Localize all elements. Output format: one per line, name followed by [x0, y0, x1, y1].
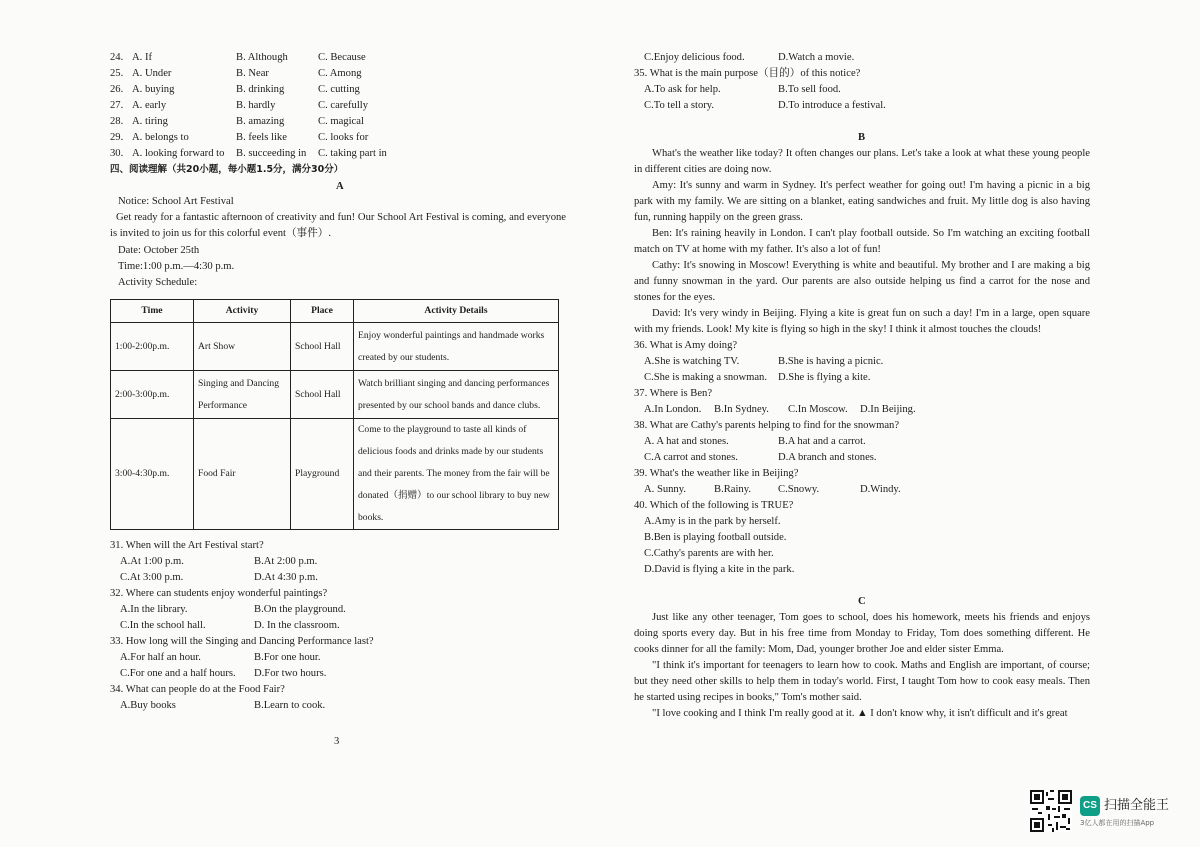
- option: D.David is flying a kite in the park.: [644, 564, 795, 575]
- option-a: A. buying: [132, 84, 175, 95]
- table-row: [111, 323, 559, 371]
- notice-body: Get ready for a fantastic afternoon of creativity and fun! Our School Art Festival is coming, and everyone is invited to join us for this colorful event（事件）.: [110, 212, 566, 239]
- option-number: 28.: [110, 116, 124, 127]
- passage-paragraph: "I love cooking and I think I'm really good at it. ▲ I don't know why, it isn't difficult and it's great: [652, 708, 1068, 719]
- passage-paragraph: "I think it's important for teenagers to learn how to cook. Maths and English are important, of course; but they need other skills to help them in today's world. First, I taught Tom how to cook easy meals. Then he started using recipes in books," Tom's mother said.: [634, 660, 1090, 703]
- passage-paragraph: Amy: It's sunny and warm in Sydney. It's perfect weather for going out! I'm having a picnic in a big park with my family. We are sitting on a blanket, eating sandwiches and fruit. My little dog is also having fun, running happily on the green grass.: [634, 180, 1090, 223]
- question-stem: 32. Where can students enjoy wonderful paintings?: [110, 588, 328, 599]
- option: B.Learn to cook.: [254, 700, 326, 711]
- cell-place: School Hall: [291, 371, 354, 419]
- passage-a-label: A: [336, 181, 344, 192]
- option: D.To introduce a festival.: [778, 100, 886, 111]
- question-stem: 37. Where is Ben?: [634, 388, 713, 399]
- header-place: Place: [291, 300, 354, 323]
- cell-activity: Food Fair: [194, 419, 291, 530]
- passage-paragraph: Ben: It's raining heavily in London. I can't play football outside. So I'm watching an exciting football match on TV at home with my father. It's also a lot of fun!: [634, 228, 1090, 255]
- header-details: Activity Details: [354, 300, 559, 323]
- right-page: [600, 0, 1200, 847]
- option: D.She is flying a kite.: [778, 372, 871, 383]
- cell-place: Playground: [291, 419, 354, 530]
- option-a: A. early: [132, 100, 167, 111]
- option-c: C. looks for: [318, 132, 369, 143]
- page-number: 3: [334, 736, 340, 747]
- option: B.Rainy.: [714, 484, 751, 495]
- activity-schedule-table: [110, 299, 559, 530]
- question-stem: 40. Which of the following is TRUE?: [634, 500, 794, 511]
- option: B.Ben is playing football outside.: [644, 532, 787, 543]
- option: D.For two hours.: [254, 668, 327, 679]
- option: B.She is having a picnic.: [778, 356, 884, 367]
- passage-paragraph: David: It's very windy in Beijing. Flying a kite is great fun on such a day! I'm in a large, open square with my friends. Look! My kite is flying so high in the sky! I think it almost touches the clouds!: [634, 308, 1090, 335]
- passage-b-label: B: [858, 132, 866, 143]
- cell-activity: Art Show: [194, 323, 291, 371]
- scanner-app-name: 扫描全能王: [1104, 798, 1170, 813]
- option: B.To sell food.: [778, 84, 841, 95]
- option: A.To ask for help.: [644, 84, 721, 95]
- option-c: C. magical: [318, 116, 364, 127]
- scanner-tagline: 3亿人都在用的扫描App: [1080, 819, 1155, 827]
- option-c: C. Among: [318, 68, 362, 79]
- option: D.Windy.: [860, 484, 901, 495]
- time-line: Time:1:00 p.m.—4:30 p.m.: [118, 261, 235, 272]
- option: A.Amy is in the park by herself.: [644, 516, 781, 527]
- option-c: C. Because: [318, 52, 366, 63]
- option: C.At 3:00 p.m.: [120, 572, 184, 583]
- option: B.At 2:00 p.m.: [254, 556, 318, 567]
- cell-time: 3:00-4:30p.m.: [111, 419, 194, 530]
- option: D.At 4:30 p.m.: [254, 572, 318, 583]
- cell-details: Watch brilliant singing and dancing performances presented by our school bands and dance clubs.: [354, 371, 559, 419]
- option: A.For half an hour.: [120, 652, 201, 663]
- option-b: B. drinking: [236, 84, 285, 95]
- option: C.In Moscow.: [788, 404, 848, 415]
- question-stem: 39. What's the weather like in Beijing?: [634, 468, 799, 479]
- option-a: A. looking forward to: [132, 148, 225, 159]
- cell-details: Enjoy wonderful paintings and handmade works created by our students.: [354, 323, 559, 371]
- option-number: 27.: [110, 100, 124, 111]
- option-b: B. succeeding in: [236, 148, 307, 159]
- qr-code-icon: [1030, 790, 1072, 832]
- option: C.A carrot and stones.: [644, 452, 738, 463]
- option-b: B. Although: [236, 52, 288, 63]
- option: C.Snowy.: [778, 484, 820, 495]
- passage-paragraph: What's the weather like today? It often changes our plans. Let's take a look at what these young people in different cities are doing now.: [634, 148, 1090, 175]
- option-a: A. Under: [132, 68, 172, 79]
- option: C.To tell a story.: [644, 100, 715, 111]
- option-c: C. taking part in: [318, 148, 387, 159]
- option: A.She is watching TV.: [644, 356, 740, 367]
- option-c: C. carefully: [318, 100, 369, 111]
- cell-details: Come to the playground to taste all kinds of delicious foods and drinks made by our students and their parents. The money from the fair will be donated（捐赠）to our school library to buy new books.: [354, 419, 559, 530]
- passage-paragraph: Just like any other teenager, Tom goes to school, does his homework, meets his friends and enjoys doing sports every day. But in his free time from Monday to Friday, Tom does something different. He cooks dinner for all the family: Mom, Dad, younger brother Joe and elder sister Emma.: [634, 612, 1090, 655]
- option: D.A branch and stones.: [778, 452, 877, 463]
- option-number: 25.: [110, 68, 124, 79]
- option: A. A hat and stones.: [644, 436, 729, 447]
- header-activity: Activity: [194, 300, 291, 323]
- question-stem: 35. What is the main purpose（目的）of this notice?: [634, 68, 861, 79]
- table-header-row: [111, 300, 559, 323]
- option: D. In the classroom.: [254, 620, 340, 631]
- option: B.On the playground.: [254, 604, 346, 615]
- passage-paragraph: Cathy: It's snowing in Moscow! Everything is white and beautiful. My brother and I are making a big and funny snowman in the yard. Our parents are also outside helping us find a carrot for the nose and stones for the eyes.: [634, 260, 1090, 303]
- option-number: 26.: [110, 84, 124, 95]
- question-stem: 34. What can people do at the Food Fair?: [110, 684, 285, 695]
- option-a: A. belongs to: [132, 132, 189, 143]
- option-a: A. If: [132, 52, 153, 63]
- table-row: [111, 419, 559, 530]
- passage-c-label: C: [858, 596, 866, 607]
- option: A.At 1:00 p.m.: [120, 556, 184, 567]
- section-heading: 四、阅读理解（共20小题，每小题1.5分，满分30分）: [110, 164, 344, 175]
- option: A.In the library.: [120, 604, 188, 615]
- option: C.Enjoy delicious food.: [644, 52, 745, 63]
- option: A. Sunny.: [644, 484, 686, 495]
- option: A.Buy books: [120, 700, 176, 711]
- option: C.In the school hall.: [120, 620, 206, 631]
- option-c: C. cutting: [318, 84, 360, 95]
- scanner-watermark: [1030, 790, 1190, 834]
- question-stem: 36. What is Amy doing?: [634, 340, 738, 351]
- option: C.For one and a half hours.: [120, 668, 236, 679]
- option: C.Cathy's parents are with her.: [644, 548, 774, 559]
- option: B.In Sydney.: [714, 404, 769, 415]
- option-number: 29.: [110, 132, 124, 143]
- option-number: 30.: [110, 148, 124, 159]
- cell-place: School Hall: [291, 323, 354, 371]
- option-a: A. tiring: [132, 116, 168, 127]
- option-b: B. amazing: [236, 116, 285, 127]
- header-time: Time: [111, 300, 194, 323]
- question-stem: 33. How long will the Singing and Dancing Performance last?: [110, 636, 374, 647]
- option-b: B. feels like: [236, 132, 287, 143]
- question-stem: 38. What are Cathy's parents helping to find for the snowman?: [634, 420, 900, 431]
- notice-title: Notice: School Art Festival: [118, 196, 234, 207]
- table-row: [111, 371, 559, 419]
- option-b: B. hardly: [236, 100, 276, 111]
- option: A.In London.: [644, 404, 702, 415]
- cell-time: 1:00-2:00p.m.: [111, 323, 194, 371]
- camscanner-logo: CS: [1080, 796, 1100, 816]
- option-b: B. Near: [236, 68, 269, 79]
- option: D.In Beijing.: [860, 404, 916, 415]
- date-line: Date: October 25th: [118, 245, 200, 256]
- option: D.Watch a movie.: [778, 52, 855, 63]
- schedule-label: Activity Schedule:: [118, 277, 198, 288]
- option: C.She is making a snowman.: [644, 372, 767, 383]
- cell-activity: Singing and Dancing Performance: [194, 371, 291, 419]
- option: B.For one hour.: [254, 652, 321, 663]
- cell-time: 2:00-3:00p.m.: [111, 371, 194, 419]
- question-stem: 31. When will the Art Festival start?: [110, 540, 264, 551]
- option-number: 24.: [110, 52, 124, 63]
- option: B.A hat and a carrot.: [778, 436, 866, 447]
